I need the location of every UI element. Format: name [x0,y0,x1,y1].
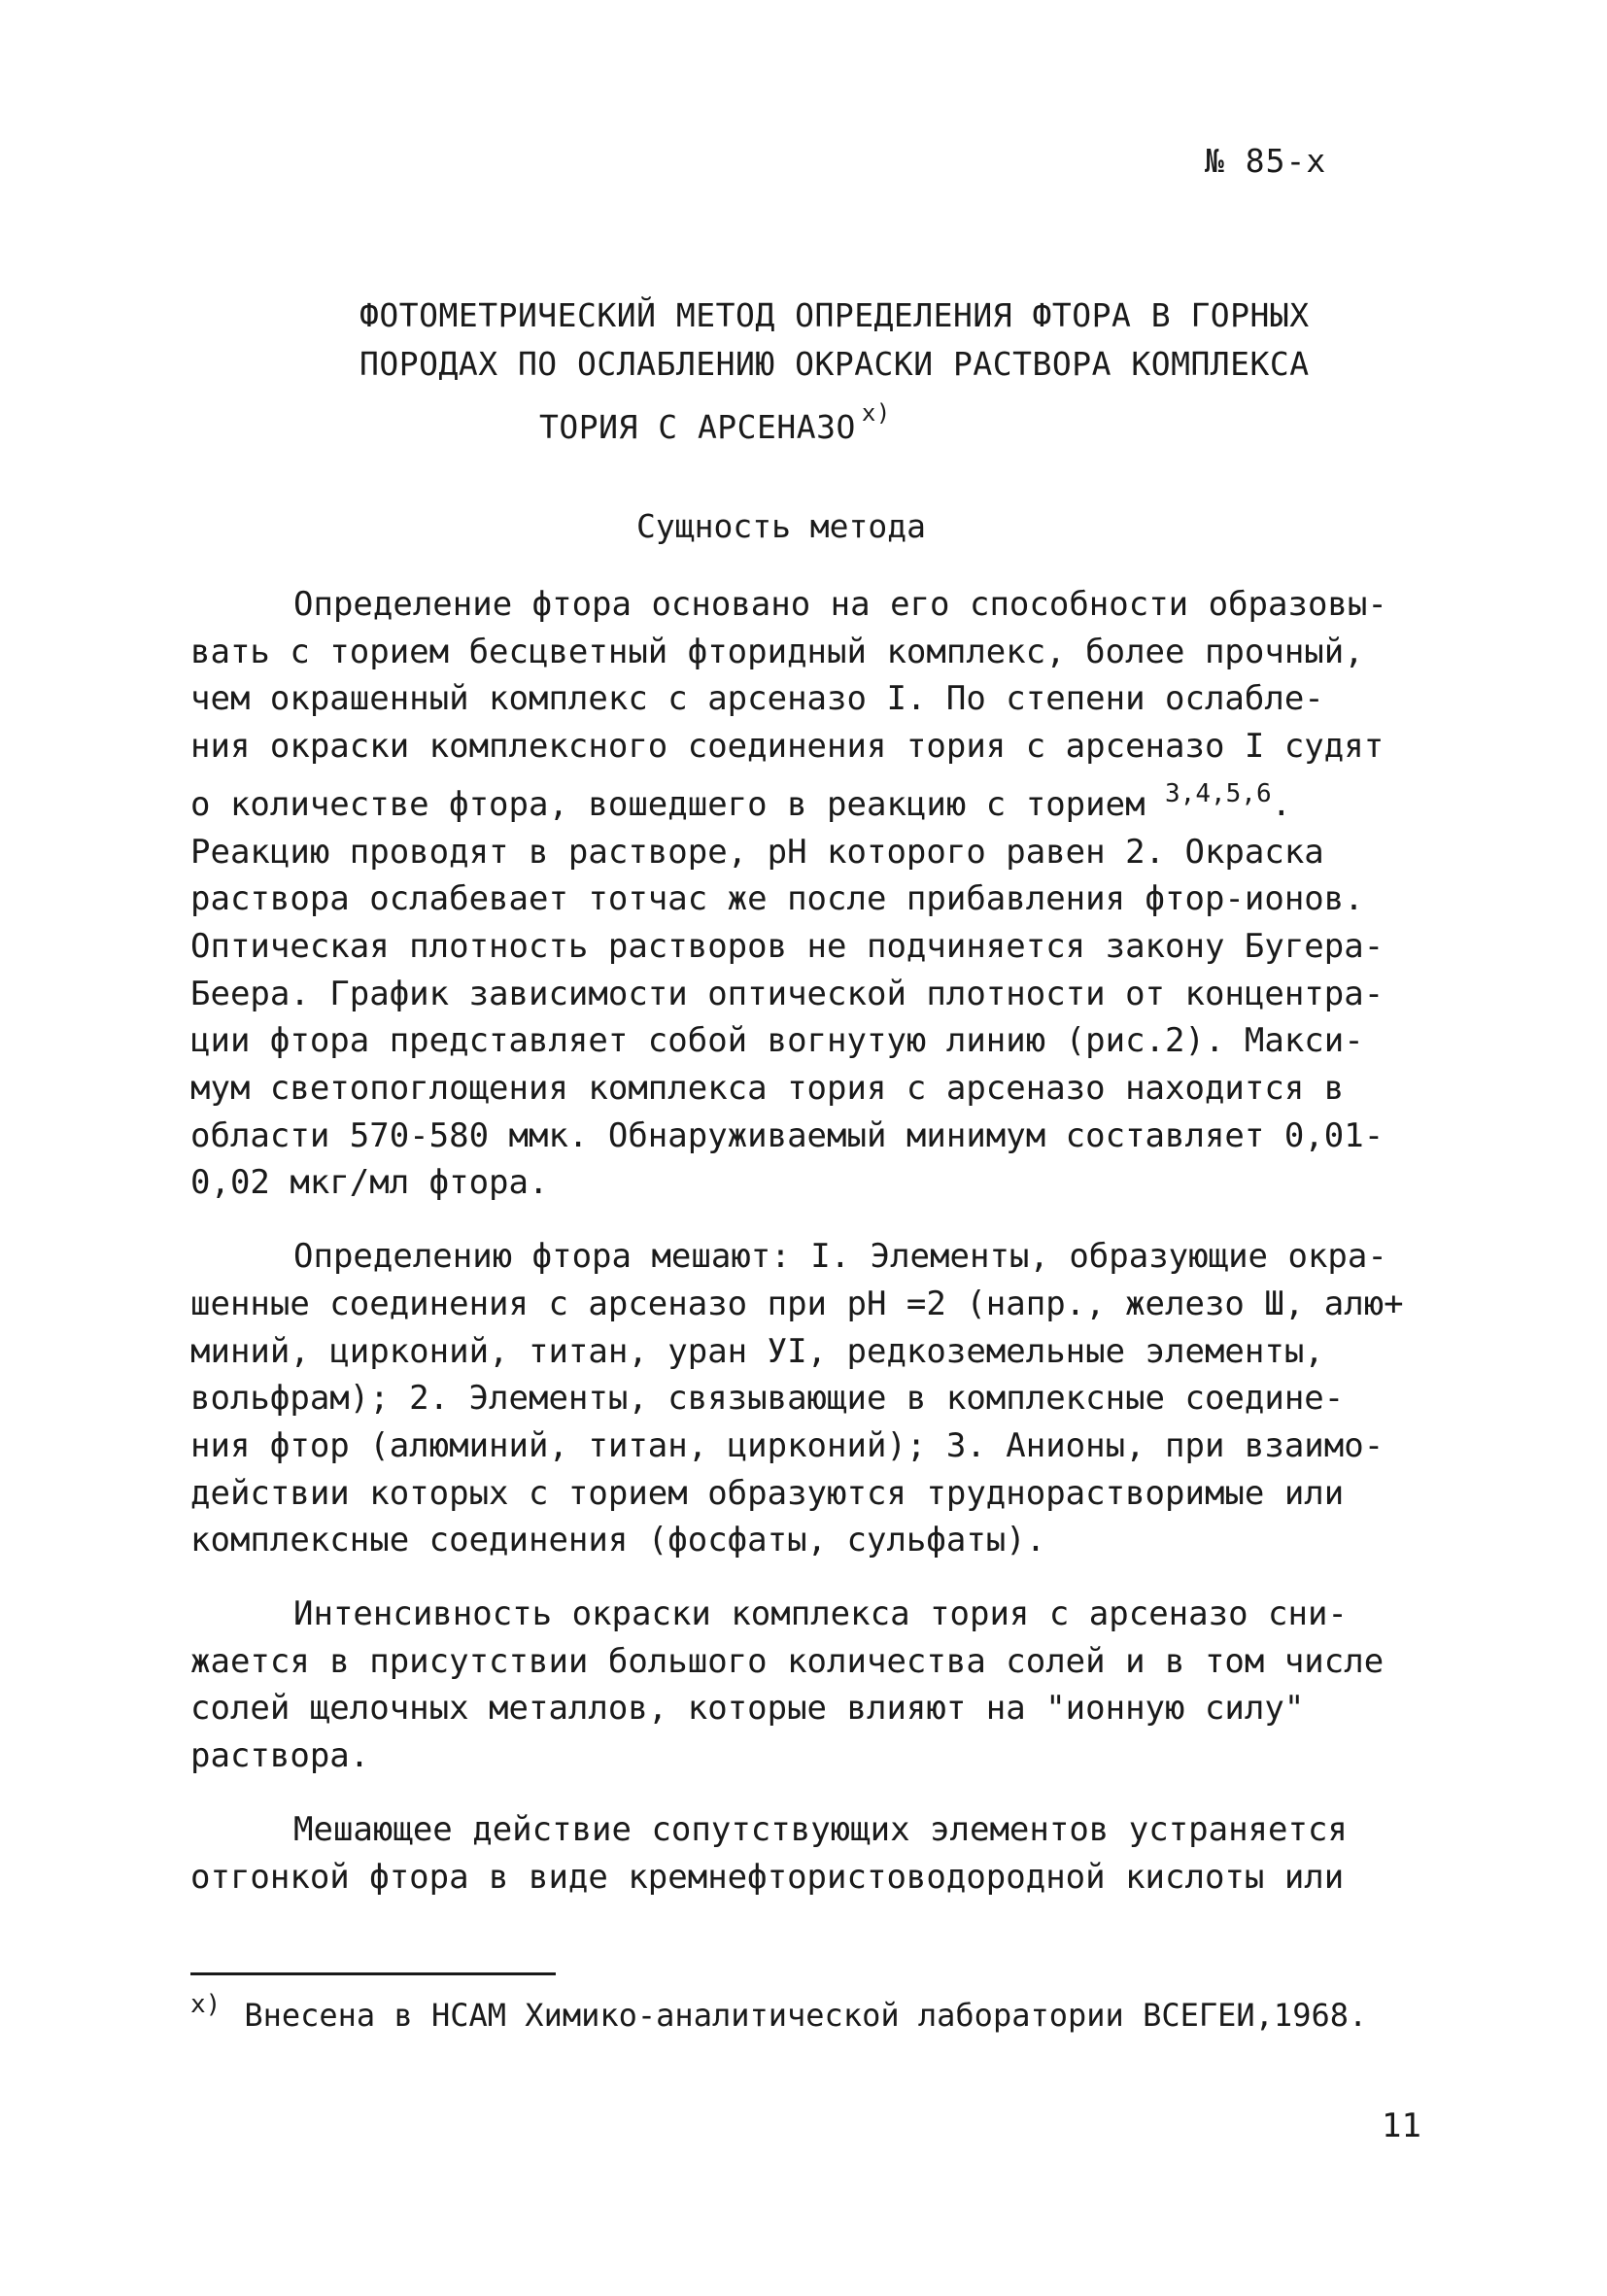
text-line-with-refs [190,771,1434,829]
footnote-mark: х) [190,1990,222,2019]
text-line: раствора ослабевает тотчас же после прибавления фтор-ионов. [190,879,1364,919]
text-line: солей щелочных металлов, которые влияют на "ионную силу" [190,1689,1305,1729]
text-line: Беера. График зависимости оптической плотности от концентра- [190,974,1385,1013]
text-line: мум светопоглощения комплекса тория с арсеназо находится в [190,1069,1345,1109]
text-line: Мешающее действие сопутствующих элементов устраняется [293,1809,1348,1849]
reference-numbers: 3,4,5,6 [1165,778,1272,808]
section-heading: Сущность метода [636,507,927,545]
footnote [190,1990,1367,2034]
text-line: Оптическая плотность растворов не подчиняется закону Бугера- [190,926,1385,966]
text-line: действии которых с торием образуются труднорастворимые или [190,1473,1345,1513]
text-line: Определению фтора мешают: I. Элементы, образующие окра- [293,1237,1387,1277]
paragraph-4 [190,1806,1434,1901]
text-line: вольфрам); 2. Элементы, связывающие в комплексные соедине- [190,1379,1345,1419]
paragraph-2 [190,1233,1434,1564]
document-title [359,291,1370,452]
text-line: отгонкой фтора в виде кремнефтористоводородной кислоты или [190,1857,1345,1897]
paragraph-3 [190,1591,1434,1780]
text-line: 0,02 мкг/мл фтора. [190,1163,549,1203]
text-line: шенные соединения с арсеназо при рН =2 (напр., железо Ш, алю+ [190,1284,1404,1323]
body-text [190,581,1434,1927]
text-line: Определение фтора основано на его способности образовы- [293,585,1387,624]
text-line: области 570-580 ммк. Обнаруживаемый минимум составляет 0,01- [190,1115,1385,1155]
text-line: комплексные соединения (фосфаты, сульфаты). [190,1521,1046,1560]
title-line: ПОРОДАХ ПО ОСЛАБЛЕНИЮ ОКРАСКИ РАСТВОРА КОМПЛЕКСА [359,345,1310,383]
document-number: № 85-х [1205,142,1327,180]
paragraph-1 [190,581,1434,1207]
text-line: вать с торием бесцветный фторидный комплекс, более прочный, [190,632,1364,671]
title-footnote-mark: х) [861,399,891,427]
title-line: ФОТОМЕТРИЧЕСКИЙ МЕТОД ОПРЕДЕЛЕНИЯ ФТОРА В ГОРНЫХ [359,296,1310,334]
text-line: Интенсивность окраски комплекса тория с арсеназо сни- [293,1594,1348,1634]
text-line: ции фтора представляет собой вогнутую линию (рис.2). Макси- [190,1021,1364,1061]
text-line: ния фтор (алюминий, титан, цирконий); 3. Анионы, при взаимо- [190,1425,1385,1465]
text-line: ния окраски комплексного соединения тория с арсеназо I судят [190,727,1385,767]
footnote-divider [190,1972,556,1975]
page-number: 11 [1382,2107,1421,2145]
title-line-last [359,389,1370,452]
text-line: о количестве фтора, вошедшего в реакцию с торием [190,784,1145,824]
text-line: Реакцию проводят в растворе, рН которого равен 2. Окраска [190,832,1324,872]
text-line: чем окрашенный комплекс с арсеназо I. По степени ослабле- [190,679,1324,719]
text-line: миний, цирконий, титан, уран УI, редкоземельные элементы, [190,1331,1324,1371]
reference-end: . [1271,784,1292,824]
title-line-text: ТОРИЯ С АРСЕНАЗО [539,408,856,446]
footnote-text: Внесена в НСАМ Химико-аналитической лаборатории ВСЕГЕИ,1968. [244,1997,1368,2034]
text-line: жается в присутствии большого количества солей и в том числе [190,1641,1385,1681]
text-line: раствора. [190,1736,370,1776]
